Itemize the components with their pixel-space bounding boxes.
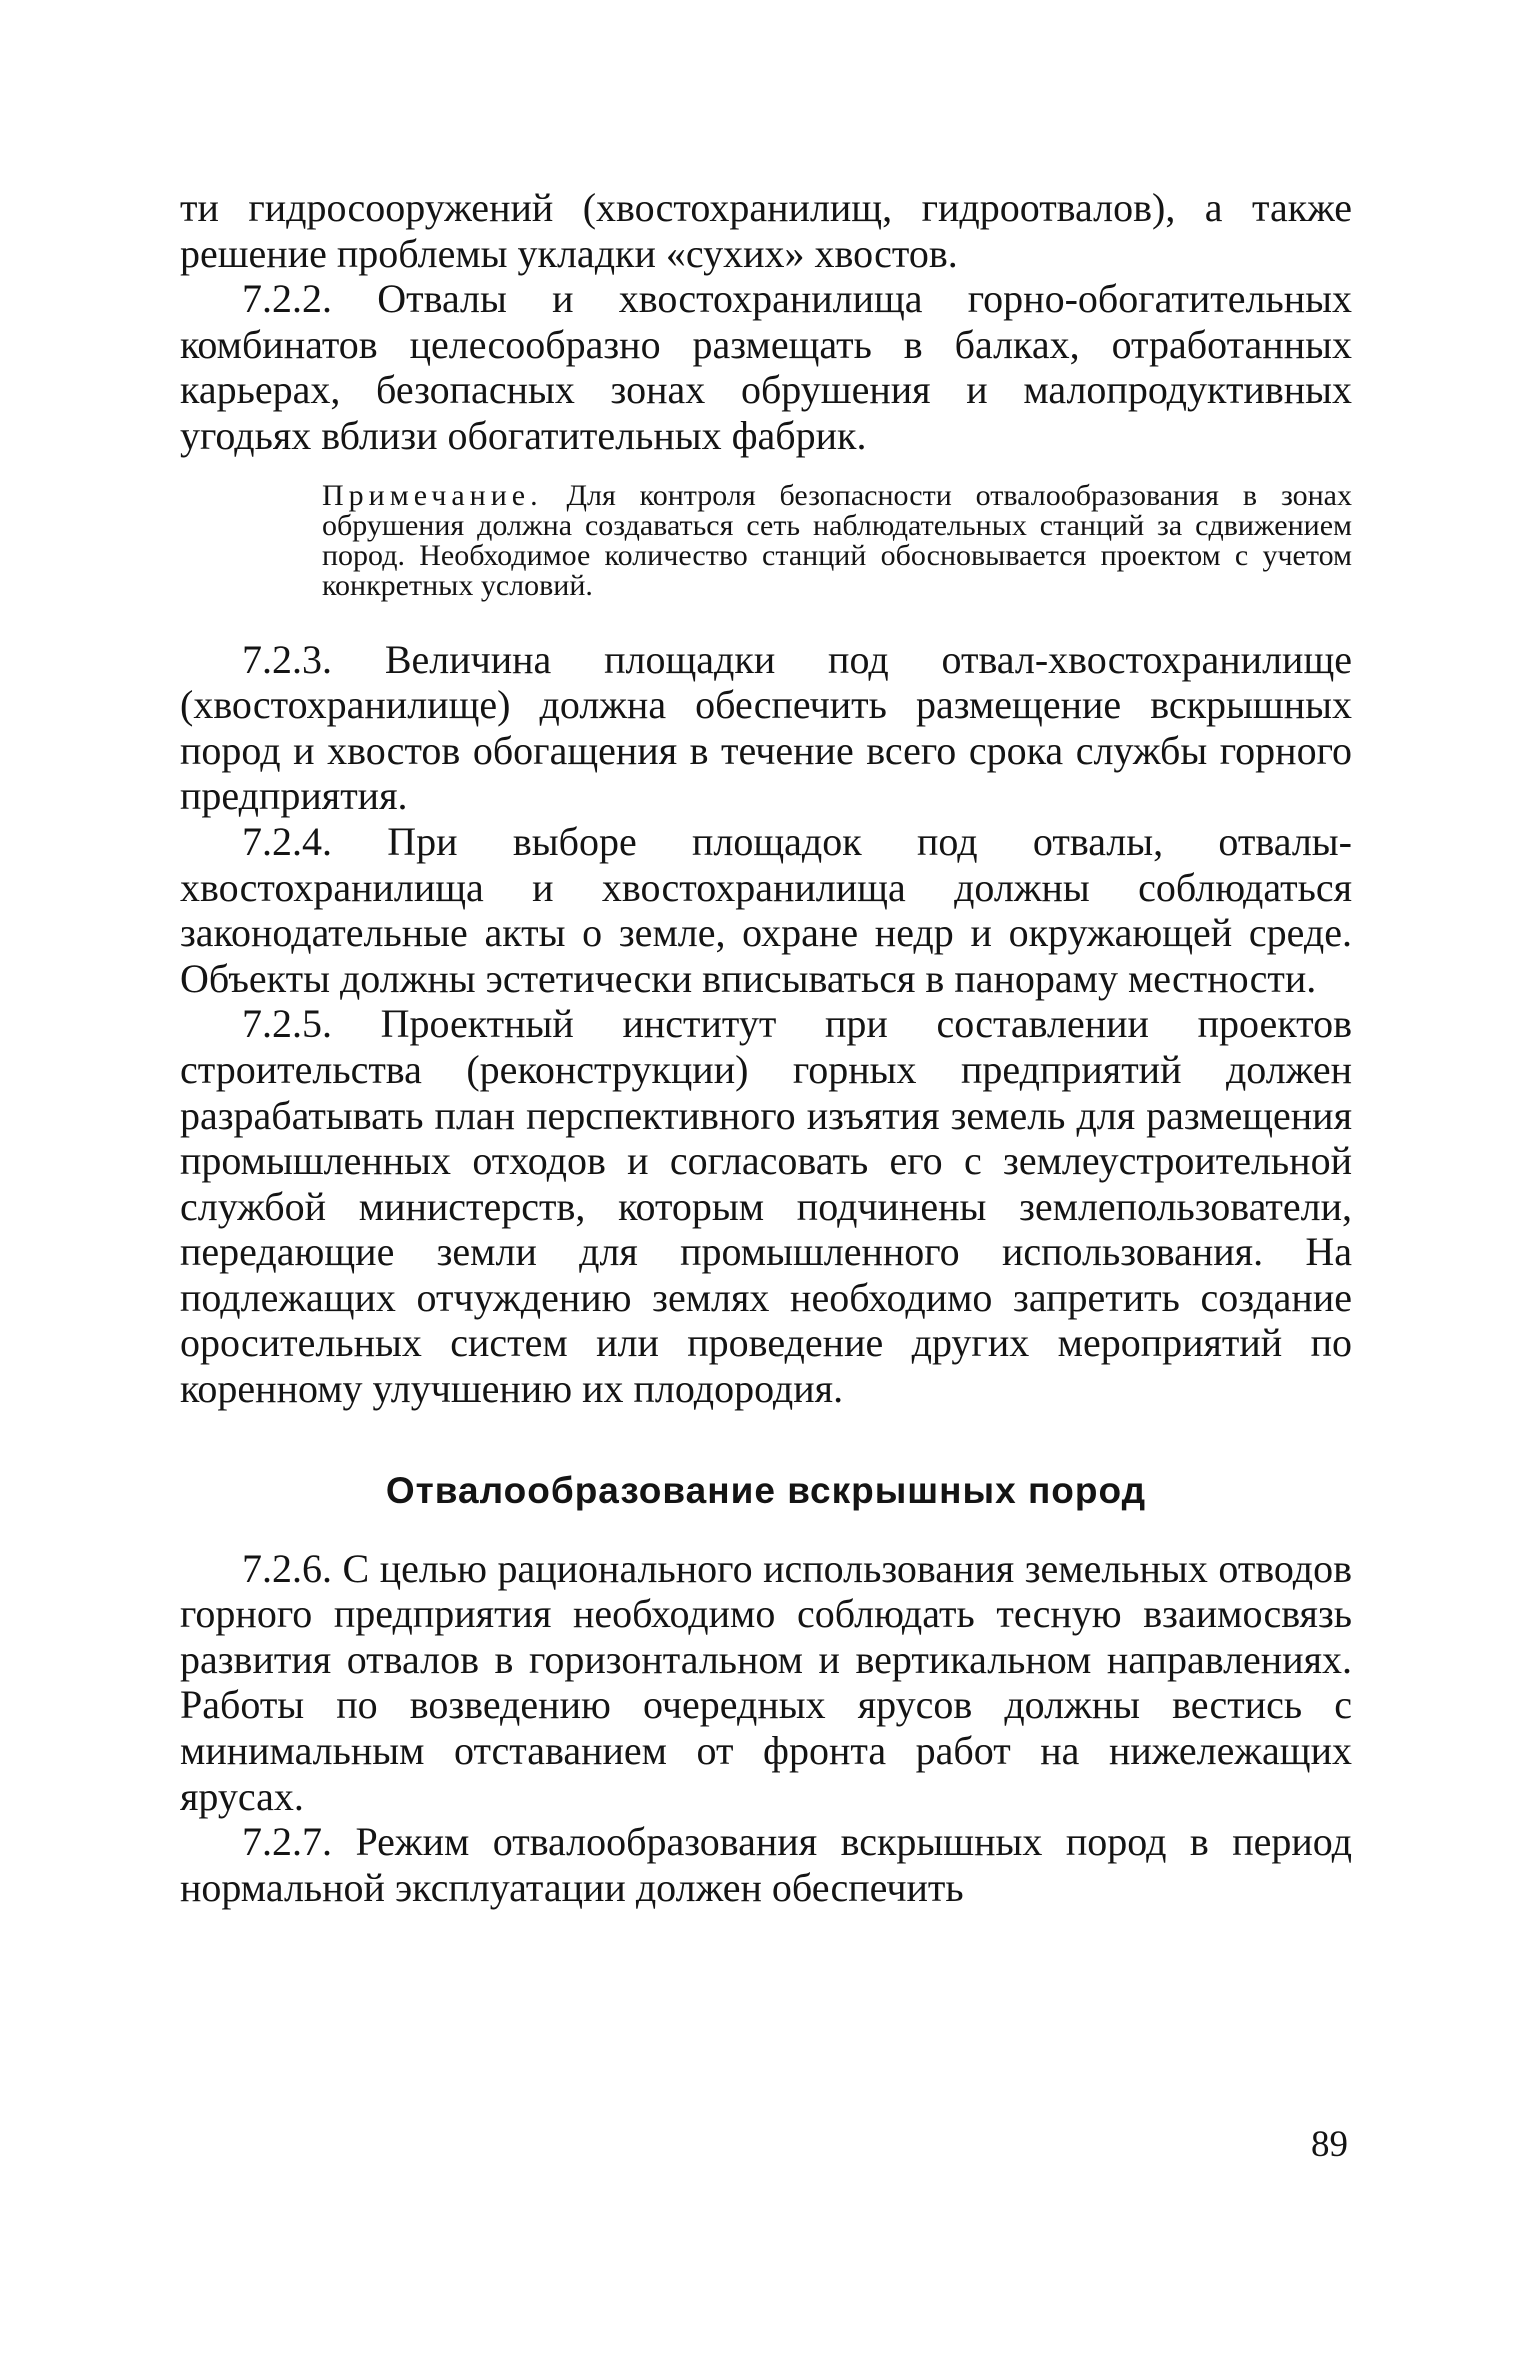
paragraph-continuation: ти гидросооружений (хвостохранилищ, гидроотвалов), а также решение проблемы укладки «сухих» хвостов. xyxy=(180,185,1352,276)
section-heading: Отвалообразование вскрышных пород xyxy=(385,1469,1147,1511)
document-page xyxy=(180,185,1352,1910)
page-number: 89 xyxy=(1311,2124,1348,2165)
note-text: Для контроля безопасности отвалообразования в зонах обрушения должна создаваться сеть наблюдательных станций за сдвижением пород. Необходимое количество станций обосновывается проектом с учетом конкретных условий. xyxy=(322,478,1352,602)
paragraph-7-2-5: 7.2.5. Проектный институт при составлении проектов строительства (реконструкции) горных предприятий должен разрабатывать план перспективного изъятия земель для размещения промышленных отходов и согласовать его с землеустроительной службой министерств, которым подчинены землепользователи, передающие земли для промышленного использования. На подлежащих отчуждению землях необходимо запретить создание оросительных систем или проведение других мероприятий по коренному улучшению их плодородия. xyxy=(180,1001,1352,1412)
note-lead: Примечание. xyxy=(322,478,543,512)
paragraph-7-2-2: 7.2.2. Отвалы и хвостохранилища горно-обогатительных комбинатов целесообразно размещать в балках, отработанных карьерах, безопасных зонах обрушения и малопродуктивных угодьях вблизи обогатительных фабрик. xyxy=(180,276,1352,458)
paragraph-7-2-6: 7.2.6. С целью рационального использования земельных отводов горного предприятия необходимо соблюдать тесную взаимосвязь развития отвалов в горизонтальном и вертикальном направлениях. Работы по возведению очередных ярусов должны вестись с минимальным отставанием от фронта работ на нижележащих ярусах. xyxy=(180,1545,1352,1819)
paragraph-7-2-7: 7.2.7. Режим отвалообразования вскрышных пород в период нормальной эксплуатации должен обеспечить xyxy=(180,1819,1352,1910)
paragraph-7-2-3: 7.2.3. Величина площадки под отвал-хвостохранилище (хвостохранилище) должна обеспечить размещение вскрышных пород и хвостов обогащения в течение всего срока службы горного предприятия. xyxy=(180,636,1352,819)
note-block xyxy=(180,478,1352,602)
paragraph-7-2-4: 7.2.4. При выборе площадок под отвалы, отвалы-хвостохранилища и хвостохранилища должны соблюдаться законодательные акты о земле, охране недр и окружающей среде. Объекты должны эстетически вписываться в панораму местности. xyxy=(180,818,1352,1001)
